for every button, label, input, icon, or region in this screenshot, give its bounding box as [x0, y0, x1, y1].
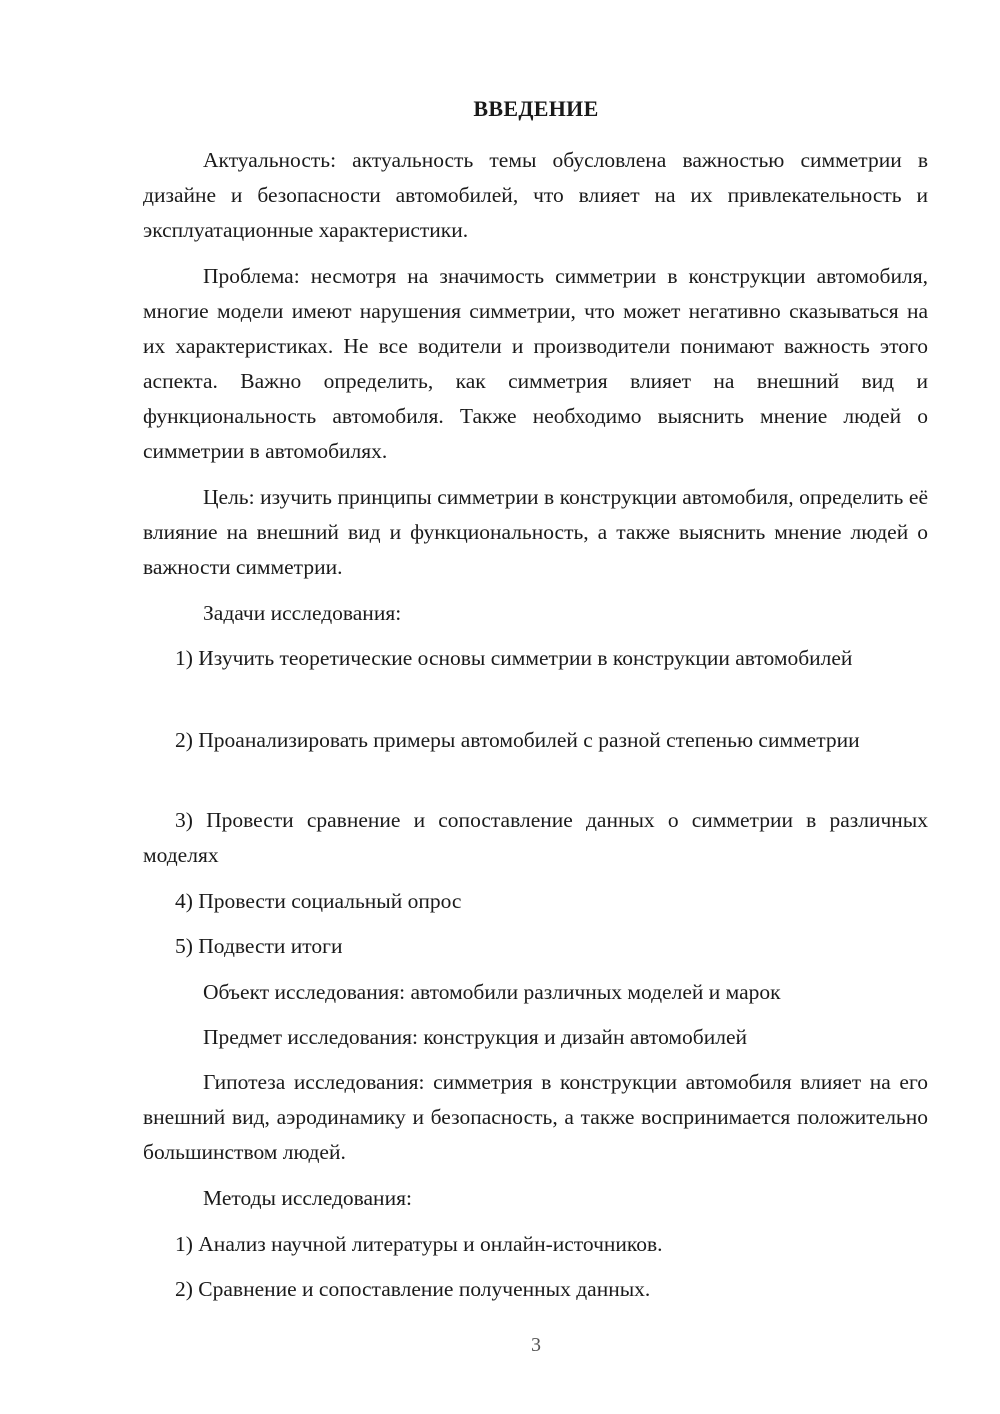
paragraph-object: Объект исследования: автомобили различных моделей и марок — [203, 980, 781, 1004]
section-title: ВВЕДЕНИЕ — [473, 96, 599, 121]
list-item-method-1: 1) Анализ научной литературы и онлайн-источников. — [175, 1232, 663, 1256]
list-item-task-3: 3) Провести сравнение и сопоставление данных о симметрии в различных моделях — [143, 808, 928, 867]
paragraph-hypothesis: Гипотеза исследования: симметрия в конструкции автомобиля влияет на его внешний вид, аэродинамику и безопасность, а также воспринимается положительно большинством людей. — [143, 1070, 928, 1164]
list-item-task-4: 4) Провести социальный опрос — [175, 889, 462, 913]
paragraph-goal: Цель: изучить принципы симметрии в конструкции автомобиля, определить её влияние на внешний вид и функциональность, а также выяснить мнение людей о важности симметрии. — [143, 485, 928, 579]
paragraph-subject: Предмет исследования: конструкция и дизайн автомобилей — [203, 1025, 748, 1049]
paragraph-tasks-heading: Задачи исследования: — [203, 601, 402, 625]
paragraph-relevance: Актуальность: актуальность темы обусловлена важностью симметрии в дизайне и безопасности автомобилей, что влияет на их привлекательность и эксплуатационные характеристики. — [143, 148, 928, 242]
list-item-task-2: 2) Проанализировать примеры автомобилей с разной степенью симметрии — [175, 728, 860, 752]
list-item-method-2: 2) Сравнение и сопоставление полученных данных. — [175, 1277, 651, 1301]
page-number: 3 — [531, 1334, 541, 1356]
list-item-task-5: 5) Подвести итоги — [175, 934, 343, 958]
list-item-task-1: 1) Изучить теоретические основы симметрии в конструкции автомобилей — [175, 646, 853, 670]
paragraph-methods-heading: Методы исследования: — [203, 1186, 412, 1210]
paragraph-problem: Проблема: несмотря на значимость симметрии в конструкции автомобиля, многие модели имеют нарушения симметрии, что может негативно сказываться на их характеристиках. Не все водители и производители понимают важность этого аспекта. Важно определить, как симметрия влияет на внешний вид и функциональность автомобиля. Также необходимо выяснить мнение людей о симметрии в автомобилях. — [143, 264, 928, 463]
